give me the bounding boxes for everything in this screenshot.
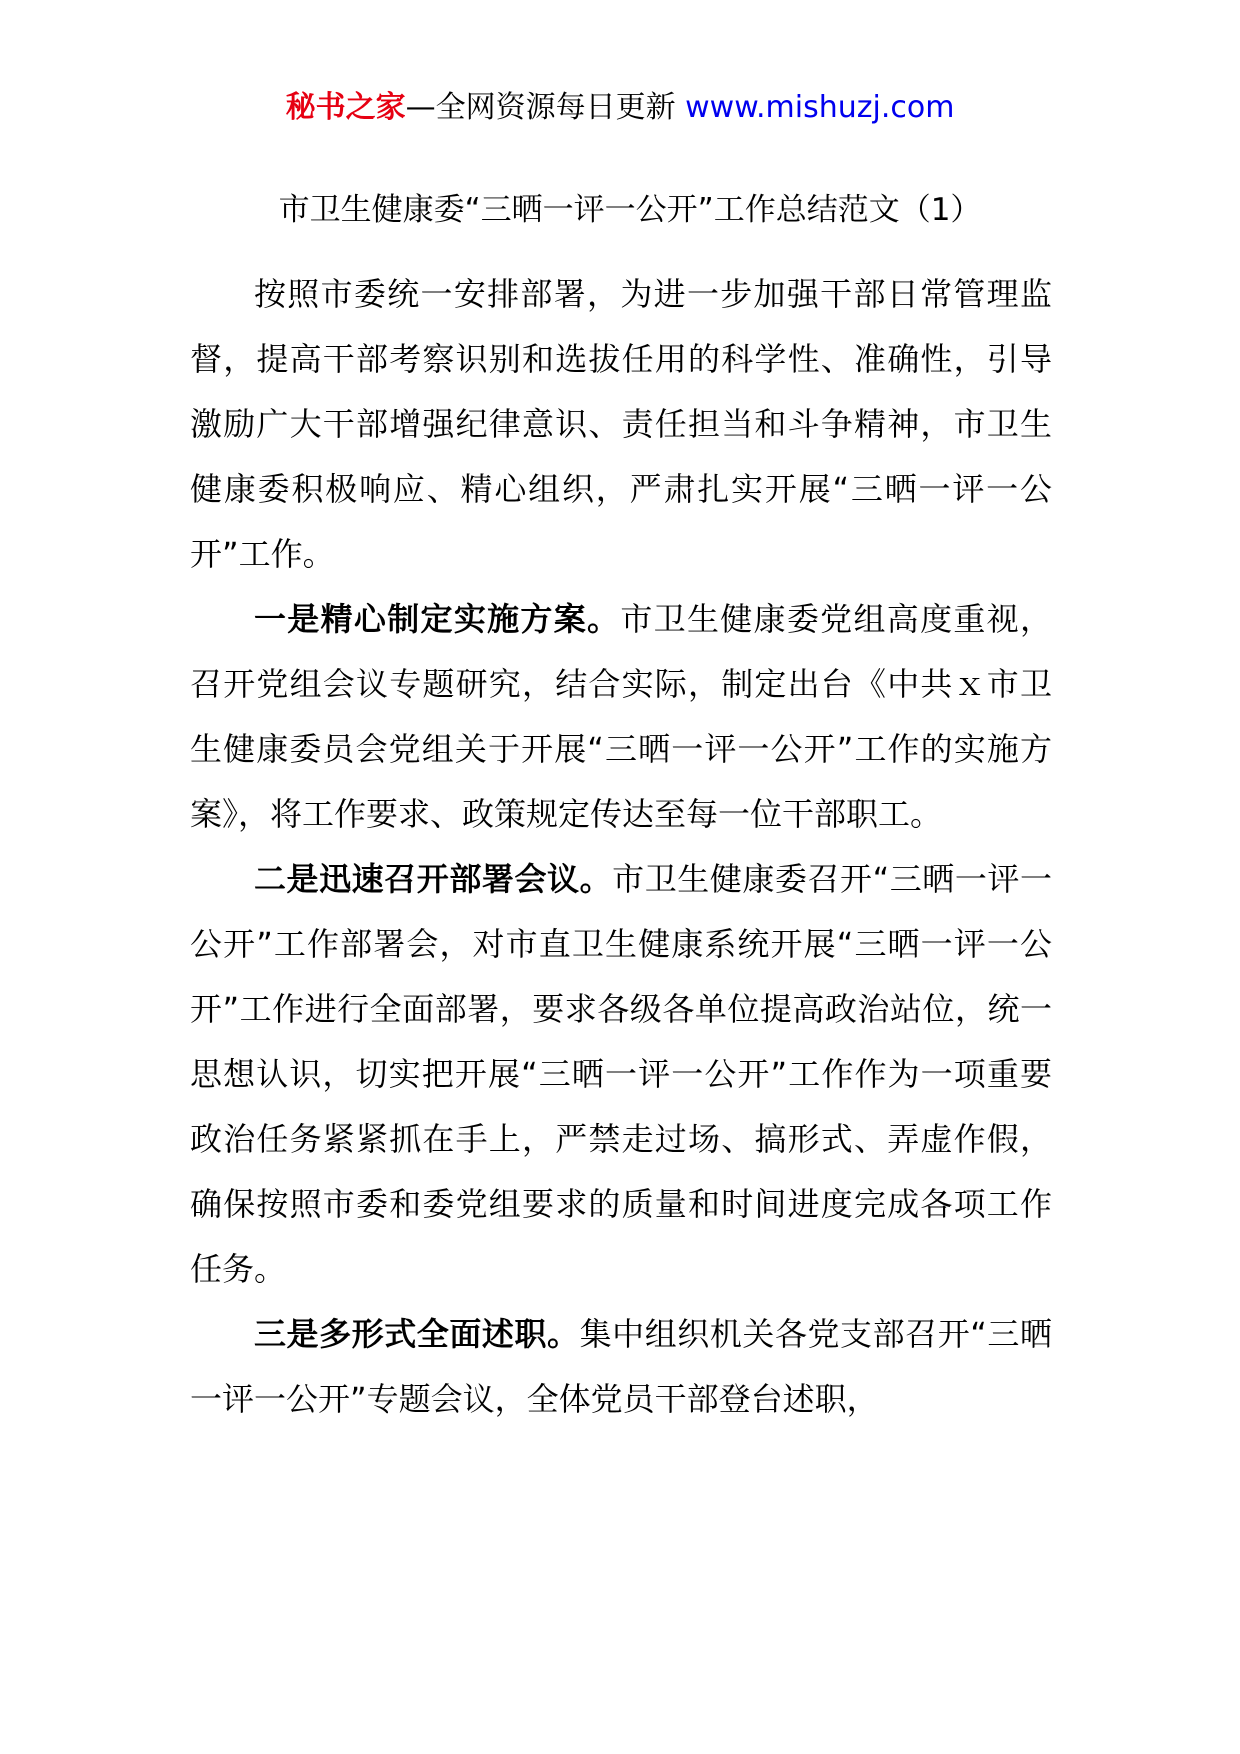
site-tagline: —全网资源每日更新 bbox=[405, 90, 676, 125]
site-header bbox=[0, 88, 1240, 128]
section-text-1: 市卫生健康委党组高度重视，召开党组会议专题研究，结合实际，制定出台《中共ｘ市卫生健康委员会党组关于开展“三晒一评一公开”工作的实施方案》，将工作要求、政策规定传达至每一位干部职工。 bbox=[190, 600, 1052, 833]
section-text-3: 集中组织机关各党支部召开“三晒一评一公开”专题会议，全体党员干部登台述职， bbox=[190, 1315, 1052, 1418]
section-paragraph-2 bbox=[190, 847, 1052, 1302]
section-text-2: 市卫生健康委召开“三晒一评一公开”工作部署会，对市直卫生健康系统开展“三晒一评一公开”工作进行全面部署，要求各级各单位提高政治站位，统一思想认识，切实把开展“三晒一评一公开”工作作为一项重要政治任务紧紧抓在手上，严禁走过场、搞形式、弄虚作假，确保按照市委和委党组要求的质量和时间进度完成各项工作任务。 bbox=[190, 860, 1052, 1288]
site-brand: 秘书之家 bbox=[285, 90, 406, 125]
document-title: 市卫生健康委“三晒一评一公开”工作总结范文（1） bbox=[278, 192, 982, 228]
section-lead-2: 二是迅速召开部署会议。 bbox=[254, 860, 613, 898]
intro-paragraph: 按照市委统一安排部署，为进一步加强干部日常管理监督，提高干部考察识别和选拔任用的科学性、准确性，引导激励广大干部增强纪律意识、责任担当和斗争精神，市卫生健康委积极响应、精心组织，严肃扎实开展“三晒一评一公开”工作。 bbox=[190, 275, 1052, 573]
section-lead-1: 一是精心制定实施方案。 bbox=[254, 600, 621, 638]
site-url-link[interactable]: www.mishuzj.com bbox=[685, 90, 955, 125]
section-paragraph-3 bbox=[190, 1302, 1052, 1432]
section-lead-3: 三是多形式全面述职。 bbox=[254, 1315, 580, 1353]
document-body bbox=[190, 262, 1052, 1432]
section-paragraph-1 bbox=[190, 587, 1052, 847]
